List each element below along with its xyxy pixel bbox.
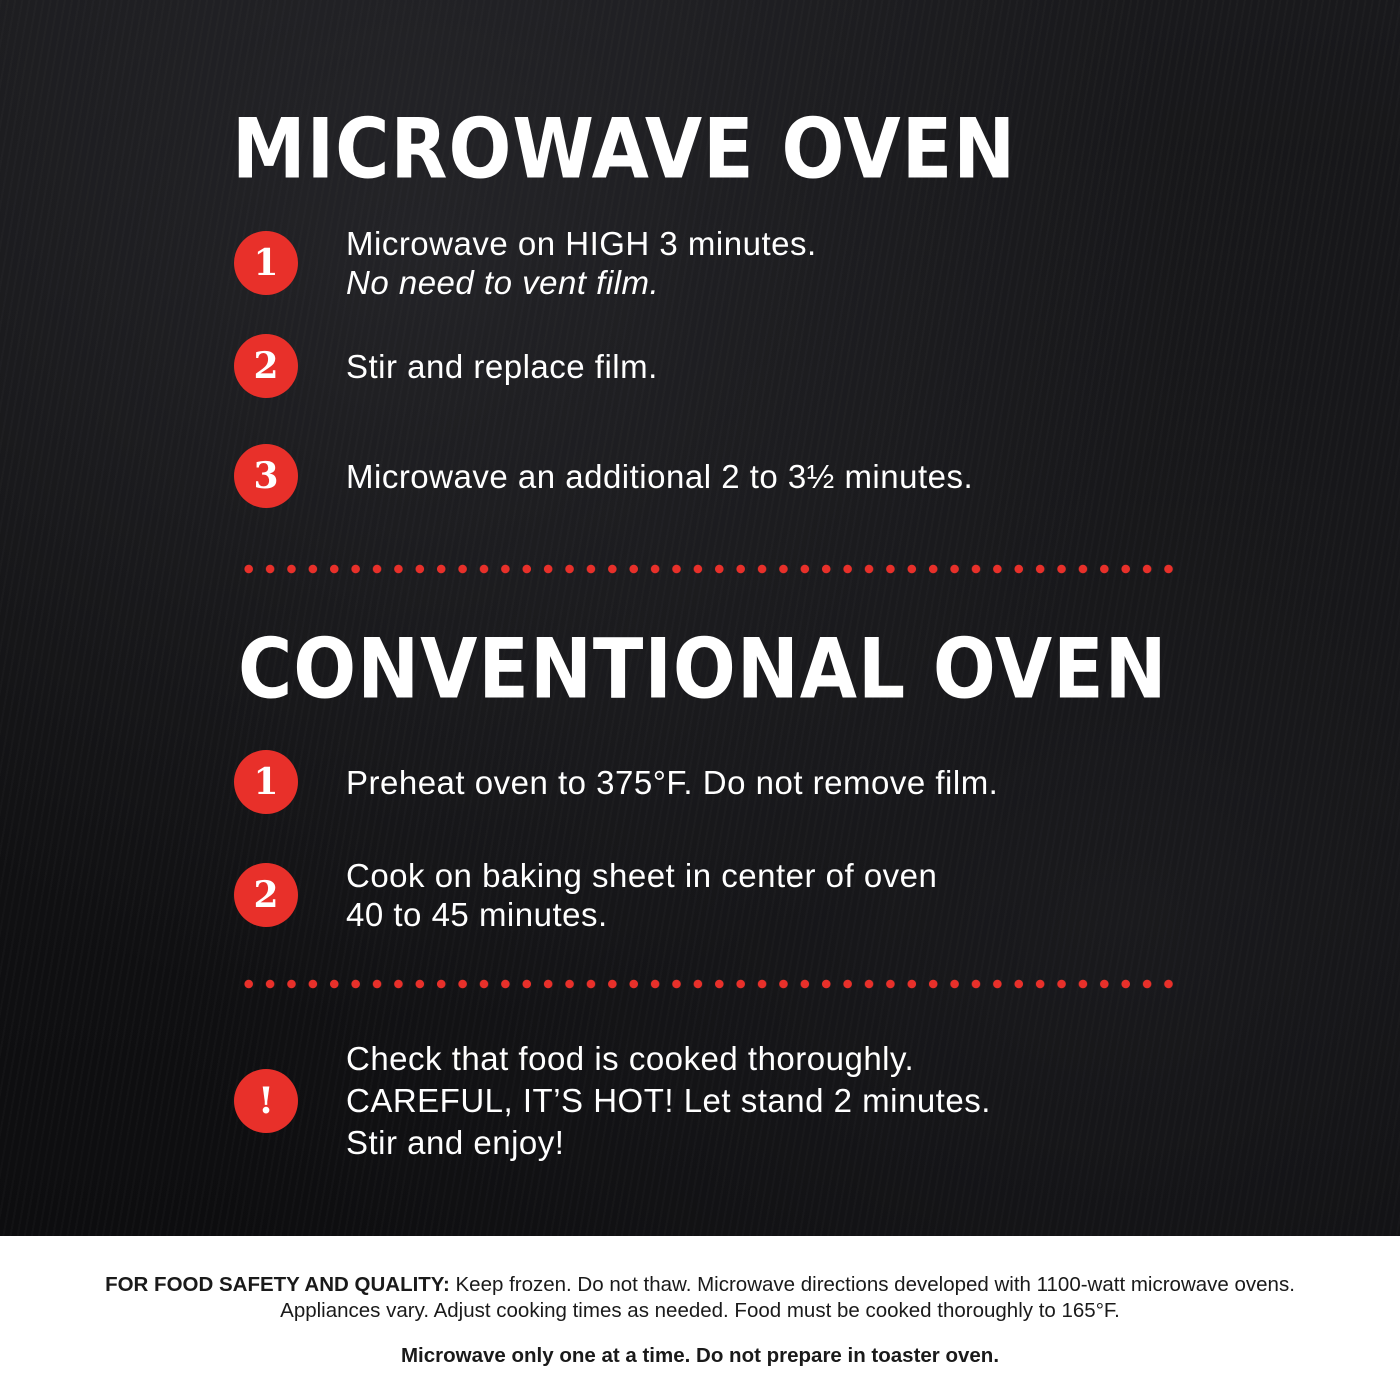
conventional-heading: CONVENTIONAL OVEN	[238, 621, 1168, 718]
footer-panel	[0, 1236, 1400, 1400]
conventional-step-1	[234, 750, 998, 814]
caution-text-line: Check that food is cooked thoroughly.	[346, 1040, 915, 1077]
conventional-step-2	[234, 856, 937, 934]
food-safety-label: FOR FOOD SAFETY AND QUALITY:	[105, 1273, 450, 1296]
caution-text-line: Stir and enjoy!	[346, 1124, 565, 1161]
step-text-line: Stir and replace film.	[346, 347, 658, 385]
caution-text-line: CAREFUL, IT’S HOT! Let stand 2 minutes.	[346, 1082, 991, 1119]
step-text-line: Preheat oven to 375°F. Do not remove film.	[346, 763, 999, 801]
step-text-line: Cook on baking sheet in center of oven	[346, 857, 938, 894]
toaster-warning: Microwave only one at a time. Do not prepare in toaster oven.	[400, 1344, 1000, 1367]
exclamation-icon: !	[234, 1069, 298, 1133]
step-text	[346, 457, 973, 496]
step-text-line: Microwave an additional 2 to 3½ minutes.	[346, 457, 974, 495]
step-number-badge: 2	[234, 863, 298, 927]
step-text-line: Microwave on HIGH 3 minutes.	[346, 225, 817, 262]
step-text-line: 40 to 45 minutes.	[346, 896, 608, 933]
microwave-step-1	[234, 224, 817, 302]
step-text-note: No need to vent film.	[346, 264, 660, 301]
dotted-divider	[238, 979, 1182, 989]
microwave-heading: MICROWAVE OVEN	[232, 101, 1017, 198]
step-number-badge: 3	[234, 444, 298, 508]
step-text	[346, 347, 658, 386]
microwave-step-3	[234, 444, 973, 508]
step-text	[346, 224, 817, 302]
food-safety-text: Keep frozen. Do not thaw. Microwave directions developed with 1100-watt microwave ovens. Appliances vary. Adjust cooking times as needed. Food must be cooked thoroughly to 165°F.	[280, 1273, 1295, 1322]
step-text	[346, 763, 998, 802]
step-text	[346, 856, 937, 934]
microwave-step-2	[234, 334, 658, 398]
step-number-badge: 2	[234, 334, 298, 398]
caution-step	[234, 1038, 991, 1164]
step-number-badge: 1	[234, 231, 298, 295]
dotted-divider	[238, 564, 1182, 574]
step-number-badge: 1	[234, 750, 298, 814]
caution-text	[346, 1038, 991, 1164]
food-safety-note	[80, 1272, 1320, 1324]
